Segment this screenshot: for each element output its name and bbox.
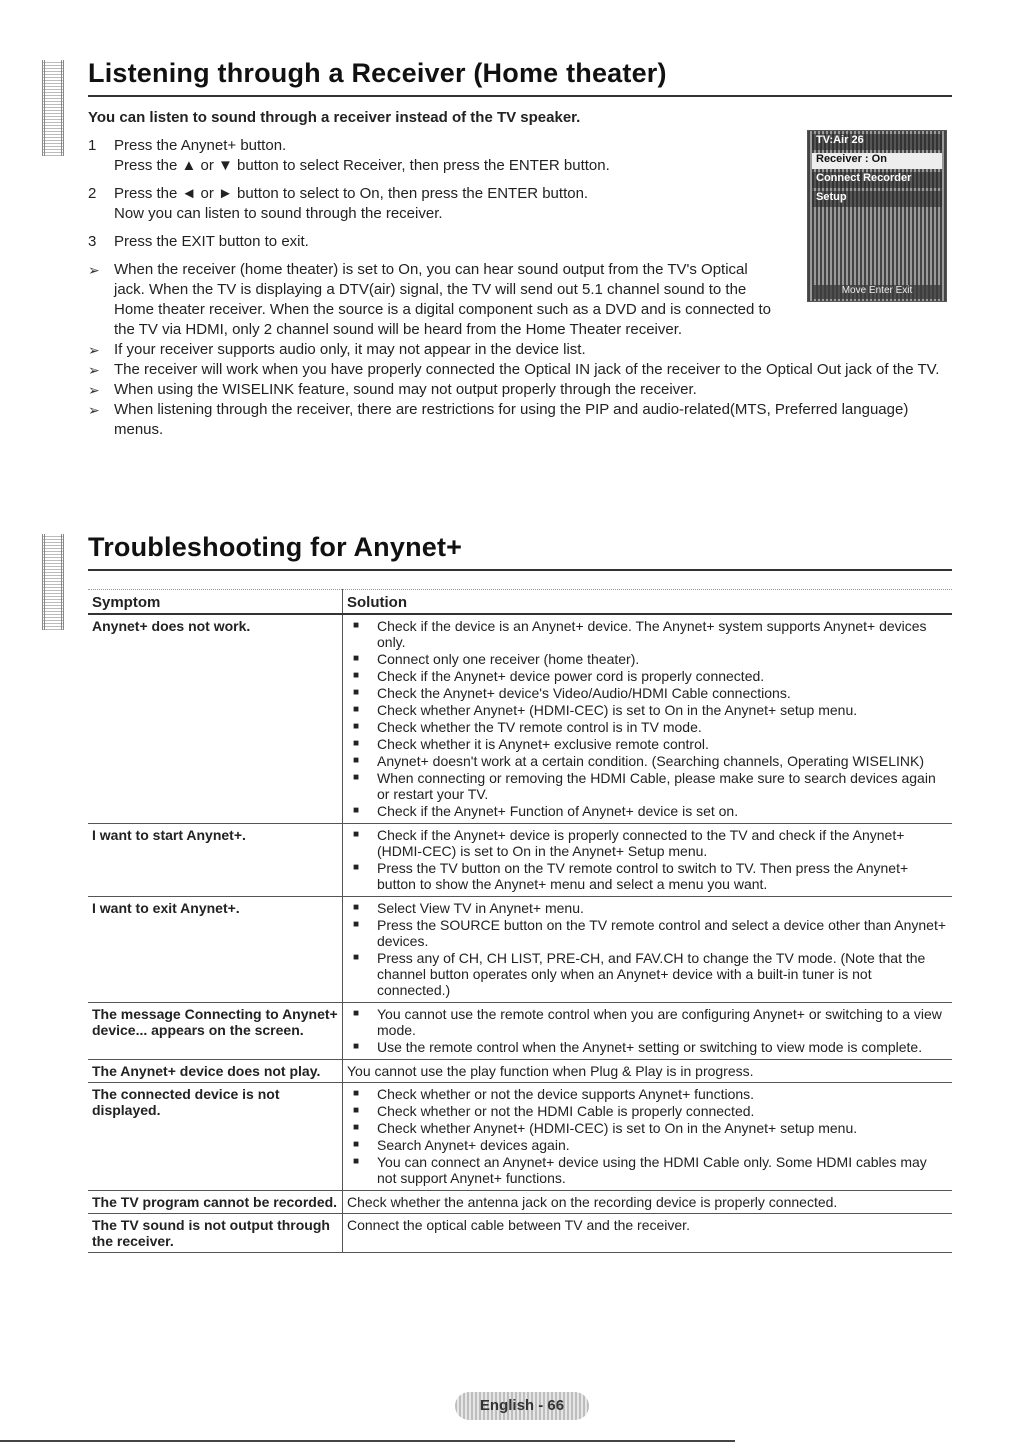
solution-item: ■ Press the SOURCE button on the TV remote control and select a device other than Anynet+ devices.: [347, 917, 948, 949]
table-row: [88, 1060, 952, 1083]
solution-item: ■ When connecting or removing the HDMI Cable, please make sure to search devices again or restart your TV.: [347, 770, 948, 802]
solution-cell: [343, 1003, 953, 1060]
section-title: Listening through a Receiver (Home theater): [88, 58, 667, 88]
table-row: [88, 1003, 952, 1060]
symptom-cell: The message Connecting to Anynet+ device... appears on the screen.: [88, 1003, 343, 1060]
arrow-icon: ➢: [88, 362, 100, 378]
solution-item: ■ Press the TV button on the TV remote control to switch to TV. Then press the Anynet+ button to show the Anynet+ menu and select a menu you want.: [347, 860, 948, 892]
solution-item: ■ Search Anynet+ devices again.: [347, 1137, 948, 1153]
solution-item: ■ You cannot use the remote control when you are configuring Anynet+ or switching to a view mode.: [347, 1006, 948, 1038]
troubleshooting-table: [88, 589, 952, 1253]
note-item: [88, 360, 958, 380]
arrow-icon: ➢: [88, 262, 100, 278]
symptom-cell: The TV program cannot be recorded.: [88, 1191, 343, 1214]
symptom-cell: The connected device is not displayed.: [88, 1083, 343, 1191]
solution-item: ■ Check whether or not the HDMI Cable is properly connected.: [347, 1103, 948, 1119]
symptom-cell: I want to exit Anynet+.: [88, 897, 343, 1003]
symptom-cell: The Anynet+ device does not play.: [88, 1060, 343, 1083]
section-title: Troubleshooting for Anynet+: [88, 532, 463, 562]
step-line: Now you can listen to sound through the receiver.: [114, 205, 443, 222]
solution-item: ■ Use the remote control when the Anynet+ setting or switching to view mode is complete.: [347, 1039, 948, 1055]
solution-item: ■ Check if the Anynet+ device is properly connected to the TV and check if the Anynet+ (HDMI-CEC) is set to On in the Anynet+ Setup menu.: [347, 827, 948, 859]
step-number: 1: [88, 137, 97, 154]
osd-row-receiver: Receiver : On: [812, 153, 942, 169]
table-row: [88, 824, 952, 897]
arrow-icon: ➢: [88, 342, 100, 358]
solution-item: ■ Press any of CH, CH LIST, PRE-CH, and FAV.CH to change the TV mode. (Note that the channel button operates only when an Anynet+ device with a built-in tuner is not connected.): [347, 950, 948, 998]
solution-cell: You cannot use the play function when Plug & Play is in progress.: [343, 1060, 953, 1083]
osd-header: TV:Air 26: [812, 134, 942, 150]
troubleshooting-section: [50, 532, 952, 1253]
solution-cell: [343, 897, 953, 1003]
note-text: When the receiver (home theater) is set to On, you can hear sound output from the TV's Optical jack. When the TV is displaying a DTV(air) signal, the TV will send out 5.1 channel sound to the Home theater receiver. When the source is a digital component such as a DVD and is connected to the TV via HDMI, only 2 channel sound will be heard from the Home Theater receiver.: [114, 261, 772, 338]
tv-osd-screenshot: [807, 130, 947, 302]
table-header-row: [88, 590, 952, 615]
step-number: 2: [88, 185, 97, 202]
solution-cell: [343, 1083, 953, 1191]
osd-row-recorder: Connect Recorder: [812, 172, 942, 188]
step-line: Press the Anynet+ button.: [114, 137, 287, 154]
solution-item: ■ Check if the Anynet+ Function of Anynet+ device is set on.: [347, 803, 948, 819]
symptom-header: Symptom: [88, 590, 343, 615]
intro-text: You can listen to sound through a receiver instead of the TV speaker.: [88, 109, 581, 126]
step-line: Press the ◄ or ► button to select to On, then press the ENTER button.: [114, 185, 589, 202]
solution-item: ■ Check whether the TV remote control is in TV mode.: [347, 719, 948, 735]
solution-header: Solution: [343, 590, 953, 615]
arrow-icon: ➢: [88, 402, 100, 418]
page-number-badge: English - 66: [455, 1392, 589, 1420]
arrow-icon: ➢: [88, 382, 100, 398]
note-item: [88, 340, 958, 360]
note-text: The receiver will work when you have properly connected the Optical IN jack of the receiver to the Optical Out jack of the TV.: [114, 361, 940, 378]
solution-item: ■ Check if the Anynet+ device power cord is properly connected.: [347, 668, 948, 684]
note-text: When listening through the receiver, there are restrictions for using the PIP and audio-related(MTS, Preferred language) menus.: [114, 401, 909, 438]
section-marker: [42, 60, 64, 156]
symptom-cell: I want to start Anynet+.: [88, 824, 343, 897]
note-item: [88, 380, 958, 400]
solution-cell: [343, 614, 953, 824]
solution-cell: [343, 824, 953, 897]
solution-item: ■ Check if the device is an Anynet+ device. The Anynet+ system supports Anynet+ devices only.: [347, 618, 948, 650]
step-line: Press the ▲ or ▼ button to select Receiver, then press the ENTER button.: [114, 157, 610, 174]
section-marker: [42, 534, 64, 630]
solution-item: ■ Check whether or not the device supports Anynet+ functions.: [347, 1086, 948, 1102]
symptom-cell: Anynet+ does not work.: [88, 614, 343, 824]
osd-row-setup: Setup: [812, 191, 942, 207]
table-row: [88, 614, 952, 824]
solution-item: ■ Anynet+ doesn't work at a certain condition. (Searching channels, Operating WISELINK): [347, 753, 948, 769]
solution-cell: Connect the optical cable between TV and the receiver.: [343, 1214, 953, 1253]
table-row: [88, 897, 952, 1003]
solution-item: ■ Check whether Anynet+ (HDMI-CEC) is set to On in the Anynet+ setup menu.: [347, 702, 948, 718]
table-row: [88, 1083, 952, 1191]
step-number: 3: [88, 233, 97, 250]
solution-item: ■ Connect only one receiver (home theater).: [347, 651, 948, 667]
solution-item: ■ Check whether Anynet+ (HDMI-CEC) is set to On in the Anynet+ setup menu.: [347, 1120, 948, 1136]
bottom-rule: [0, 1440, 735, 1442]
symptom-cell: The TV sound is not output through the receiver.: [88, 1214, 343, 1253]
solution-item: ■ Check the Anynet+ device's Video/Audio/HDMI Cable connections.: [347, 685, 948, 701]
title-rule: [88, 95, 952, 97]
solution-item: ■ You can connect an Anynet+ device using the HDMI Cable only. Some HDMI cables may not support Anynet+ functions.: [347, 1154, 948, 1186]
note-text: If your receiver supports audio only, it may not appear in the device list.: [114, 341, 586, 358]
title-rule: [88, 569, 952, 571]
solution-cell: Check whether the antenna jack on the recording device is properly connected.: [343, 1191, 953, 1214]
note-item: [88, 400, 958, 440]
solution-item: ■ Select View TV in Anynet+ menu.: [347, 900, 948, 916]
note-text: When using the WISELINK feature, sound may not output properly through the receiver.: [114, 381, 697, 398]
step-line: Press the EXIT button to exit.: [114, 233, 309, 250]
solution-item: ■ Check whether it is Anynet+ exclusive remote control.: [347, 736, 948, 752]
osd-bottom-bar: Move Enter Exit: [812, 285, 942, 299]
table-row: [88, 1191, 952, 1214]
table-row: [88, 1214, 952, 1253]
